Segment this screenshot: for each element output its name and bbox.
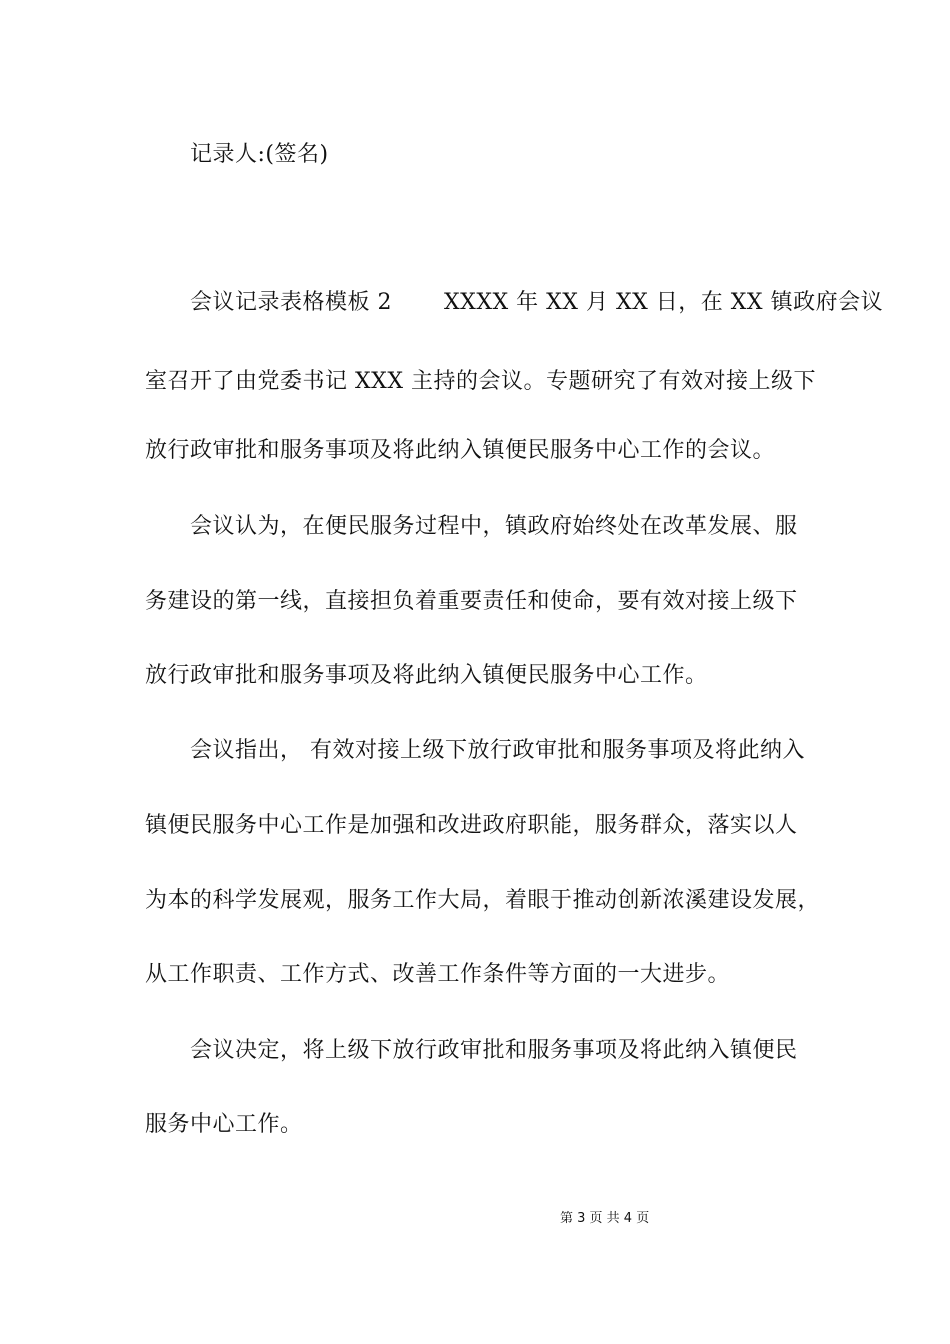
template-title: 会议记录表格模板 2: [190, 290, 392, 315]
paragraph-4-line-2: 服务中心工作。: [145, 1112, 303, 1137]
paragraph-2-line-2: 务建设的第一线，直接担负着重要责任和使命，要有效对接上级下: [145, 589, 798, 614]
paragraph-3-line-2: 镇便民服务中心工作是加强和改进政府职能，服务群众，落实以人: [145, 813, 798, 838]
paragraph-1-line-2: 室召开了由党委书记 XXX 主持的会议。专题研究了有效对接上级下: [145, 369, 816, 394]
paragraph-2-line-1: 会议认为，在便民服务过程中，镇政府始终处在改革发展、服: [190, 514, 798, 539]
page-number-footer: 第 3 页 共 4 页: [560, 1211, 650, 1226]
paragraph-3-line-4: 从工作职责、工作方式、改善工作条件等方面的一大进步。: [145, 962, 731, 987]
paragraph-3-line-3: 为本的科学发展观，服务工作大局，着眼于推动创新浓溪建设发展，: [145, 888, 821, 913]
paragraph-1-line-3: 放行政审批和服务事项及将此纳入镇便民服务中心工作的会议。: [145, 438, 776, 463]
meeting-date-location: XXXX 年 XX 月 XX 日，在 XX 镇政府会议: [444, 290, 884, 315]
recorder-signature-line: 记录人:(签名): [190, 142, 329, 167]
paragraph-3-line-1: 会议指出， 有效对接上级下放行政审批和服务事项及将此纳入: [190, 738, 805, 763]
paragraph-1-line-1: [190, 288, 884, 318]
paragraph-4-line-1: 会议决定，将上级下放行政审批和服务事项及将此纳入镇便民: [190, 1038, 798, 1063]
paragraph-2-line-3: 放行政审批和服务事项及将此纳入镇便民服务中心工作。: [145, 663, 708, 688]
